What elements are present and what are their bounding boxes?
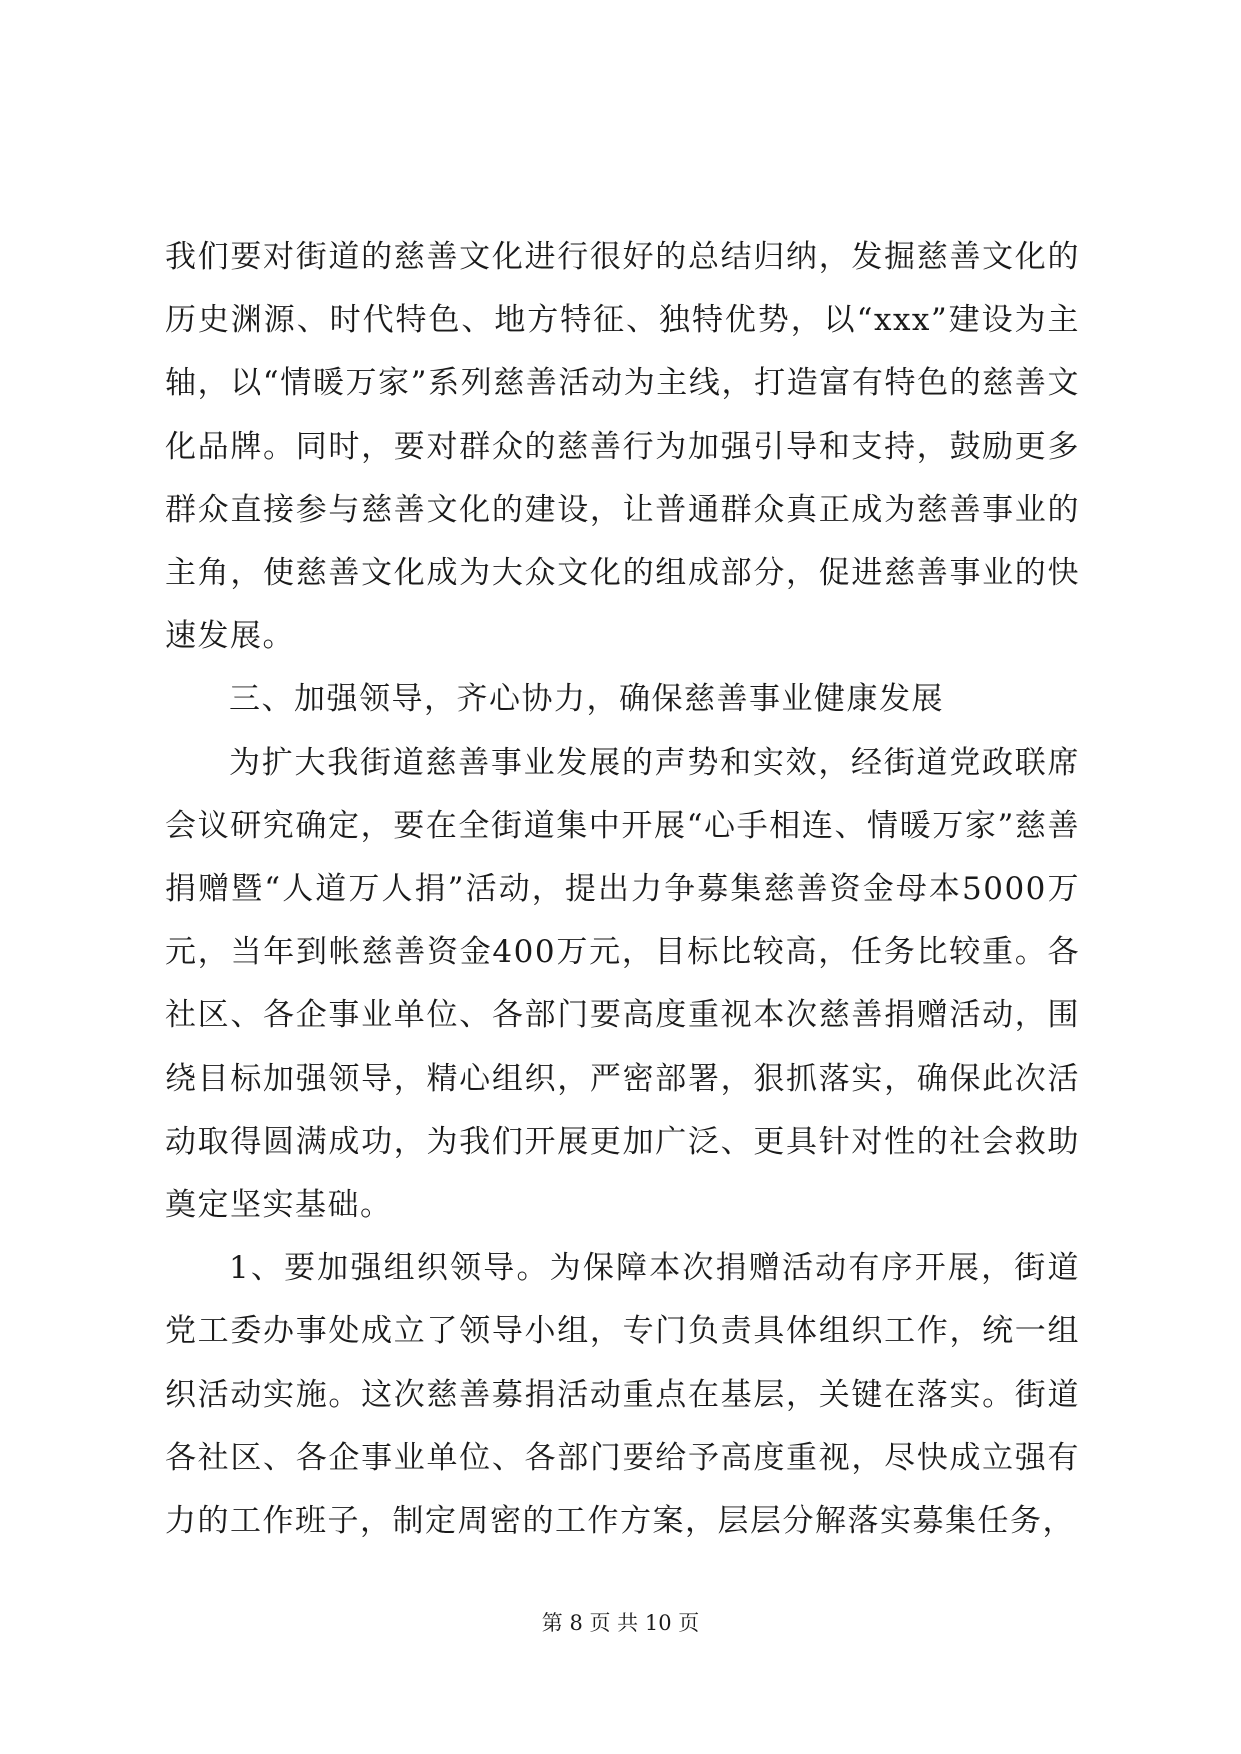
section-heading-three: 三、加强领导，齐心协力，确保慈善事业健康发展: [229, 681, 944, 718]
paragraph-donation-campaign: 为扩大我街道慈善事业发展的声势和实效，经街道党政联席会议研究确定，要在全街道集中开展“心手相连、情暖万家”慈善捐赠暨“人道万人捐”活动，提出力争募集慈善资金母本5000万元，当年到帐慈善资金400万元，目标比较高，任务比较重。各社区、各企事业单位、各部门要高度重视本次慈善捐赠活动，围绕目标加强领导，精心组织，严密部署，狠抓落实，确保此次活动取得圆满成功，为我们开展更加广泛、更具针对性的社会救助奠定坚实基础。: [165, 744, 1080, 1224]
paragraph-charity-culture: 我们要对街道的慈善文化进行很好的总结归纳，发掘慈善文化的历史渊源、时代特色、地方特征、独特优势，以“xxx”建设为主轴，以“情暖万家”系列慈善活动为主线，打造富有特色的慈善文化品牌。同时，要对群众的慈善行为加强引导和支持，鼓励更多群众直接参与慈善文化的建设，让普通群众真正成为慈善事业的主角，使慈善文化成为大众文化的组成部分，促进慈善事业的快速发展。: [165, 239, 1080, 655]
document-body: [165, 226, 1080, 1553]
paragraph-organization-leadership: 1、要加强组织领导。为保障本次捐赠活动有序开展，街道党工委办事处成立了领导小组，专门负责具体组织工作，统一组织活动实施。这次慈善募捐活动重点在基层，关键在落实。街道各社区、各企事业单位、各部门要给予高度重视，尽快成立强有力的工作班子，制定周密的工作方案，层层分解落实募集任务，: [165, 1250, 1080, 1540]
page-number-footer: 第 8 页 共 10 页: [541, 1611, 700, 1635]
